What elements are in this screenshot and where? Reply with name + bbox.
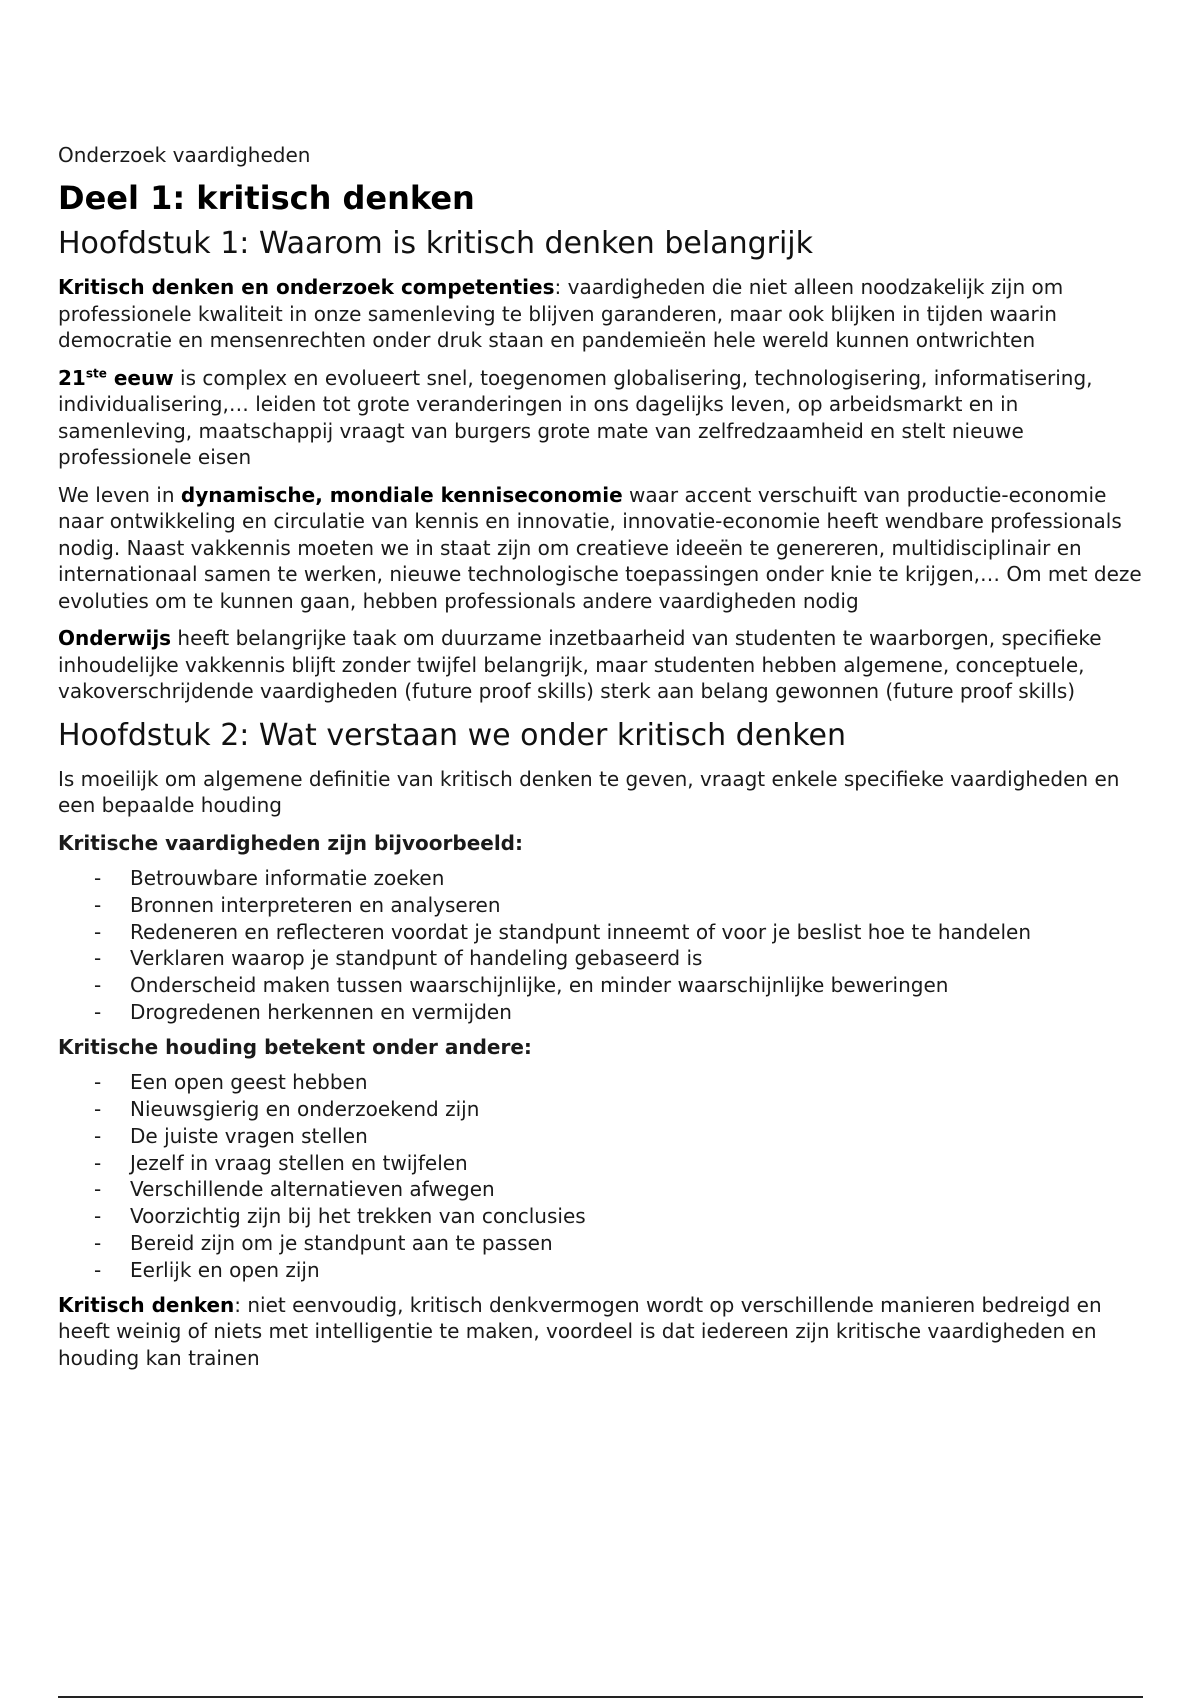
document-label: Onderzoek vaardigheden [58,143,311,167]
list-item: - Nieuwsgierig en onderzoekend zijn [94,1096,1148,1123]
skills-label: Kritische vaardigheden zijn bijvoorbeeld: [58,830,523,855]
term-bold [58,366,174,390]
attitude-list [58,1069,1148,1283]
paragraph-text: heeft belangrijke taak om duurzame inzetbaarheid van studenten te waarborgen, specifieke inhoudelijke vakkennis blijft zonder twijfel belangrijk, maar studenten hebben algemene, conceptuele, vakoverschrijdende vaardigheden (future proof skills) sterk aan belang gewonnen (future proof skills) [58,626,1102,703]
term-bold: Kritisch denken en onderzoek competenties [58,275,555,299]
chapter-1-paragraph-1 [58,274,1148,354]
century-word: eeuw [106,365,174,390]
century-number: 21 [58,365,86,390]
page-title: Deel 1: kritisch denken [58,179,475,217]
list-item: - Verklaren waarop je standpunt of handeling gebaseerd is [94,945,1148,972]
attitude-label: Kritische houding betekent onder andere: [58,1034,532,1059]
chapter-2-heading: Hoofdstuk 2: Wat verstaan we onder kritisch denken [58,717,846,753]
paragraph-text: We leven in [58,482,181,507]
paragraph-text: : niet eenvoudig, kritisch denkvermogen wordt op verschillende manieren bedreigd en heeft weinig of niets met intelligentie te maken, voordeel is dat iedereen zijn kritische vaardigheden en houding kan trainen [58,1292,1102,1370]
list-item: - Voorzichtig zijn bij het trekken van conclusies [94,1203,1148,1230]
list-item: - Drogredenen herkennen en vermijden [94,999,1148,1026]
chapter-1-paragraph-2 [58,365,1148,471]
century-superscript: ste [85,365,107,380]
paragraph-text: : vaardigheden die niet alleen noodzakelijk zijn om professionele kwaliteit in onze samenleving te blijven garanderen, maar ook blijken in tijden waarin democratie en mensenrechten onder druk staan en pandemieën hele wereld kunnen ontwrichten [58,275,1064,352]
list-item: - De juiste vragen stellen [94,1123,1148,1150]
term-bold: Onderwijs [58,626,172,650]
term-bold: Kritisch denken [58,1292,235,1317]
list-item: - Bronnen interpreteren en analyseren [94,892,1148,919]
footer-divider [58,1696,1143,1698]
chapter-1-heading: Hoofdstuk 1: Waarom is kritisch denken belangrijk [58,226,814,261]
paragraph-text: is complex en evolueert snel, toegenomen globalisering, technologisering, informatisering, individualisering,… leiden tot grote veranderingen in ons dagelijks leven, op arbeidsmarkt en in samenleving, maatschappij vraagt van burgers grote mate van zelfredzaamheid en stelt nieuwe professionele eisen [58,365,1093,469]
chapter-2-intro: Is moeilijk om algemene definitie van kritisch denken te geven, vraagt enkele specifieke vaardigheden en een bepaalde houding [58,766,1120,817]
list-item: - Jezelf in vraag stellen en twijfelen [94,1150,1148,1177]
list-item: - Bereid zijn om je standpunt aan te passen [94,1230,1148,1257]
chapter-1-paragraph-4 [58,625,1148,705]
list-item: - Verschillende alternatieven afwegen [94,1176,1148,1203]
list-item: - Redeneren en reflecteren voordat je standpunt inneemt of voor je beslist hoe te handelen [94,919,1148,946]
term-bold: dynamische, mondiale kenniseconomie [180,482,623,507]
list-item: - Eerlijk en open zijn [94,1257,1148,1284]
list-item: - Betrouwbare informatie zoeken [94,865,1148,892]
chapter-2-closing [58,1292,1148,1372]
skills-list [58,865,1148,1026]
list-item: - Onderscheid maken tussen waarschijnlijke, en minder waarschijnlijke beweringen [94,972,1148,999]
document-page [58,140,1148,1382]
chapter-1-paragraph-3 [58,482,1148,615]
list-item: - Een open geest hebben [94,1069,1148,1096]
paragraph-text: waar accent verschuift van productie-economie naar ontwikkeling en circulatie van kennis en innovatie, innovatie-economie heeft wendbare professionals nodig. Naast vakkennis moeten we in staat zijn om creatieve ideeën te genereren, multidisciplinair en internationaal samen te werken, nieuwe technologische toepassingen onder knie te krijgen,… Om met deze evoluties om te kunnen gaan, hebben professionals andere vaardigheden nodig [58,482,1142,613]
